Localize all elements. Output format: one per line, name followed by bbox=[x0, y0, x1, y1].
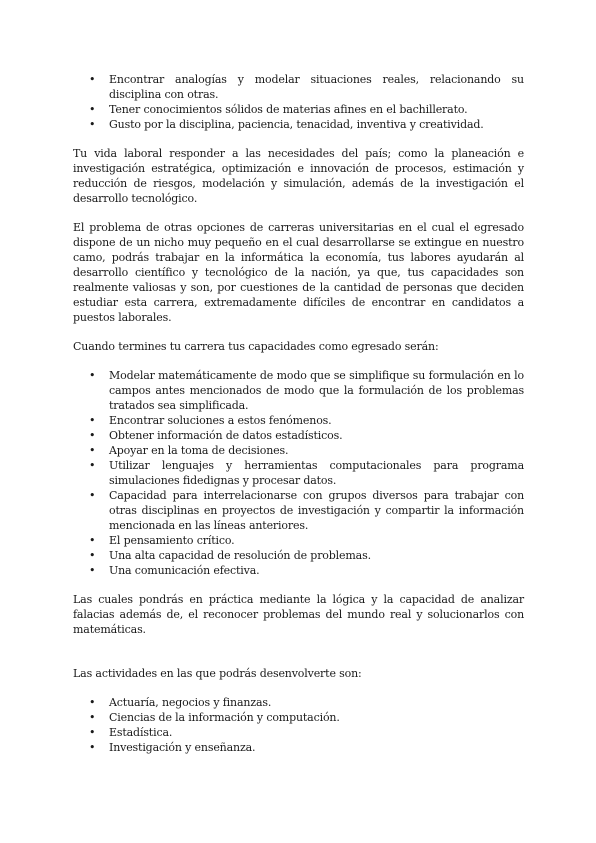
list-item: • Actuaría, negocios y finanzas. bbox=[73, 695, 524, 710]
list-item: • Investigación y enseñanza. bbox=[73, 740, 524, 755]
list-item: • Una comunicación efectiva. bbox=[73, 563, 524, 578]
list-item: • Encontrar soluciones a estos fenómenos. bbox=[73, 413, 524, 428]
list-item: • Obtener información de datos estadísticos. bbox=[73, 428, 524, 443]
list-item: • Modelar matemáticamente de modo que se simplifique su formulación en lo campos antes mencionados de modo que la formulación de los problemas tratados sea simplificada. bbox=[73, 368, 524, 413]
list-item: • Tener conocimientos sólidos de materias afines en el bachillerato. bbox=[73, 102, 524, 117]
list-item: • Una alta capacidad de resolución de problemas. bbox=[73, 548, 524, 563]
list-item: • Capacidad para interrelacionarse con grupos diversos para trabajar con otras disciplinas en proyectos de investigación y compartir la información mencionada en las líneas anteriores. bbox=[73, 488, 524, 533]
list-item: • Utilizar lenguajes y herramientas computacionales para programa simulaciones fidedignas y procesar datos. bbox=[73, 458, 524, 488]
actividades-bullet-list bbox=[73, 695, 524, 755]
capacidades-bullet-list bbox=[73, 368, 524, 578]
list-item: • Estadística. bbox=[73, 725, 524, 740]
list-item: • Gusto por la disciplina, paciencia, tenacidad, inventiva y creatividad. bbox=[73, 117, 524, 132]
paragraph-practica: Las cuales pondrás en práctica mediante la lógica y la capacidad de analizar falacias además de, el reconocer problemas del mundo real y solucionarlos con matemáticas. bbox=[73, 593, 524, 636]
paragraph-problema: El problema de otras opciones de carreras universitarias en el cual el egresado dispone de un nicho muy pequeño en el cual desarrollarse se extingue en nuestro camo, podrás trabajar en la informática la economía, tus labores ayudarán al desarrollo científico y tecnológico de la nación, ya que, tus capacidades son realmente valiosas y son, por cuestiones de la cantidad de personas que deciden estudiar esta carrera, extremadamente difíciles de encontrar en candidatos a puestos laborales. bbox=[73, 221, 524, 324]
paragraph-vida-laboral: Tu vida laboral responder a las necesidades del país; como la planeación e investigación estratégica, optimización e innovación de procesos, estimación y reducción de riesgos, modelación y simulación, además de la investigación el desarrollo tecnológico. bbox=[73, 147, 524, 205]
paragraph-capacidades-intro: Cuando termines tu carrera tus capacidades como egresado serán: bbox=[73, 340, 439, 353]
list-item: • El pensamiento crítico. bbox=[73, 533, 524, 548]
document-page bbox=[73, 72, 524, 755]
list-item: • Encontrar analogías y modelar situaciones reales, relacionando su disciplina con otras. bbox=[73, 72, 524, 102]
intro-bullet-list bbox=[73, 72, 524, 132]
list-item: • Ciencias de la información y computación. bbox=[73, 710, 524, 725]
list-item: • Apoyar en la toma de decisiones. bbox=[73, 443, 524, 458]
paragraph-actividades-intro: Las actividades en las que podrás desenvolverte son: bbox=[73, 667, 362, 680]
